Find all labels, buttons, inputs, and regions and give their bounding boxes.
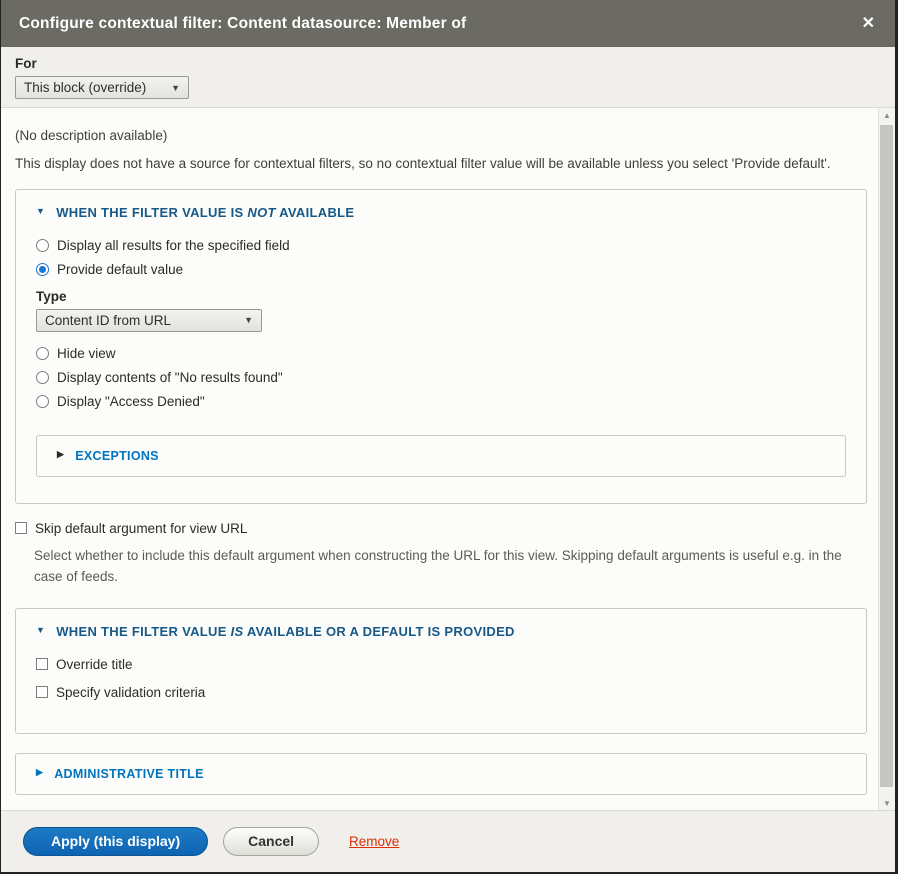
dialog-titlebar[interactable] bbox=[1, 0, 895, 47]
scroll-down-icon[interactable]: ▼ bbox=[883, 799, 891, 808]
no-description-text: (No description available) bbox=[15, 128, 168, 143]
radio-display-no-results[interactable] bbox=[36, 370, 846, 385]
checkbox-specify-validation[interactable] bbox=[36, 685, 846, 700]
legend-text: WHEN THE FILTER VALUE IS AVAILABLE OR A DEFAULT IS PROVIDED bbox=[56, 623, 515, 639]
radio-label: Provide default value bbox=[57, 261, 184, 277]
radio-label: Display contents of "No results found" bbox=[57, 369, 283, 385]
legend-text: ADMINISTRATIVE TITLE bbox=[54, 766, 204, 781]
scroll-up-icon[interactable]: ▲ bbox=[883, 111, 891, 120]
checkbox-icon[interactable] bbox=[15, 522, 27, 534]
chevron-expanded-icon: ▼ bbox=[36, 625, 46, 636]
radio-label: Display all results for the specified field bbox=[57, 237, 290, 253]
chevron-collapsed-icon: ▶ bbox=[57, 449, 65, 459]
fieldset-administrative-title[interactable] bbox=[15, 753, 867, 795]
remove-link[interactable]: Remove bbox=[349, 834, 400, 849]
radio-display-all-results[interactable] bbox=[36, 238, 846, 253]
type-select[interactable] bbox=[36, 309, 262, 332]
radio-display-access-denied[interactable] bbox=[36, 394, 846, 409]
checkbox-label: Override title bbox=[56, 656, 133, 672]
legend-text: EXCEPTIONS bbox=[75, 448, 159, 463]
chevron-expanded-icon: ▼ bbox=[36, 206, 46, 216]
dialog-title: Configure contextual filter: Content datasource: Member of bbox=[19, 14, 467, 32]
radio-provide-default-value[interactable] bbox=[36, 262, 846, 277]
dialog-footer bbox=[1, 810, 895, 872]
checkbox-icon[interactable] bbox=[36, 686, 48, 698]
for-label: For bbox=[15, 56, 37, 71]
cancel-button[interactable]: Cancel bbox=[223, 827, 319, 856]
radio-icon[interactable] bbox=[36, 371, 49, 384]
fieldset-not-available-legend[interactable] bbox=[36, 205, 846, 220]
administrative-title-legend[interactable] bbox=[36, 767, 204, 781]
radio-label: Hide view bbox=[57, 345, 116, 361]
type-select-value: Content ID from URL bbox=[45, 312, 172, 328]
checkbox-override-title[interactable] bbox=[36, 657, 846, 672]
chevron-collapsed-icon: ▶ bbox=[36, 767, 44, 778]
scrollbar-thumb[interactable] bbox=[880, 125, 893, 787]
type-label: Type bbox=[36, 288, 67, 304]
radio-icon[interactable] bbox=[36, 239, 49, 252]
checkbox-icon[interactable] bbox=[36, 658, 48, 670]
close-icon[interactable]: ✕ bbox=[860, 12, 877, 36]
for-section bbox=[1, 47, 895, 108]
skip-default-description: Select whether to include this default argument when constructing the URL for this view. Skipping default arguments is useful e.g. in the case of feeds. bbox=[34, 547, 842, 585]
legend-text: WHEN THE FILTER VALUE IS NOT AVAILABLE bbox=[56, 204, 355, 220]
checkbox-skip-default-argument[interactable] bbox=[15, 521, 867, 536]
radio-icon[interactable] bbox=[36, 347, 49, 360]
checkbox-label: Skip default argument for view URL bbox=[35, 520, 248, 536]
radio-hide-view[interactable] bbox=[36, 346, 846, 361]
radio-label: Display "Access Denied" bbox=[57, 393, 205, 409]
fieldset-exceptions[interactable] bbox=[36, 435, 846, 477]
display-source-note: This display does not have a source for contextual filters, so no contextual filter value will be available unless you select 'Provide default'. bbox=[15, 156, 831, 172]
fieldset-filter-available bbox=[15, 608, 867, 734]
vertical-scrollbar[interactable] bbox=[878, 108, 895, 812]
radio-checked-icon[interactable] bbox=[36, 263, 49, 276]
dialog-body bbox=[1, 108, 895, 812]
apply-button[interactable]: Apply (this display) bbox=[23, 827, 208, 856]
checkbox-label: Specify validation criteria bbox=[56, 684, 206, 700]
for-select[interactable] bbox=[15, 76, 189, 99]
for-select-value: This block (override) bbox=[24, 80, 147, 95]
chevron-down-icon: ▼ bbox=[171, 82, 180, 93]
radio-icon[interactable] bbox=[36, 395, 49, 408]
fieldset-available-legend[interactable] bbox=[36, 624, 846, 639]
chevron-down-icon: ▼ bbox=[244, 315, 253, 325]
exceptions-legend[interactable] bbox=[57, 449, 159, 463]
fieldset-filter-not-available bbox=[15, 189, 867, 504]
